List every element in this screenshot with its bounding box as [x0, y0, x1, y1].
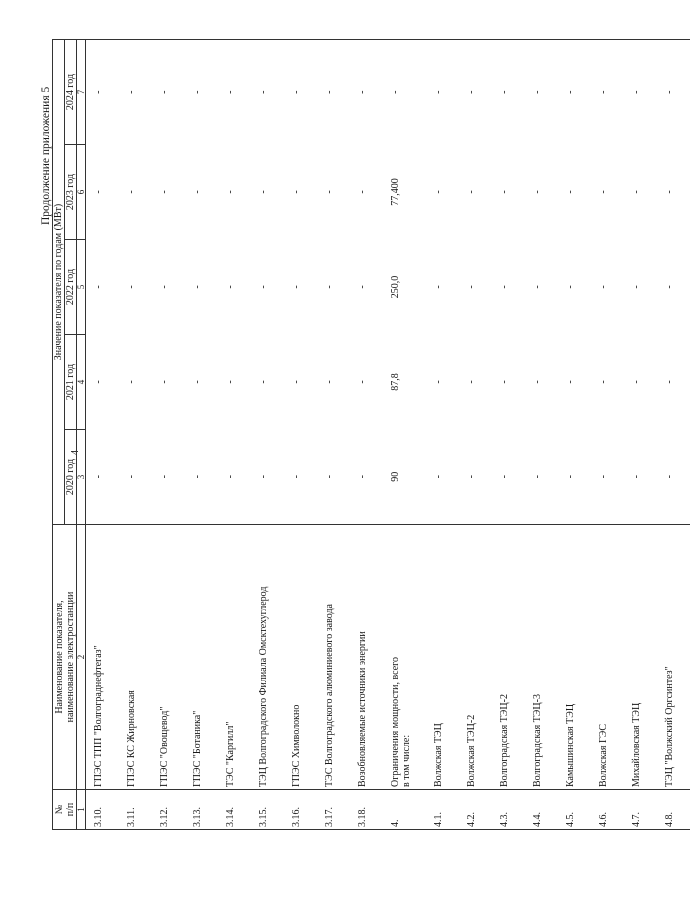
- row-name-line: ТЭС "Каргилл": [225, 721, 236, 787]
- row-value: -: [291, 380, 302, 384]
- table-row: [426, 40, 459, 830]
- row-name: [558, 525, 591, 790]
- row-name-line: ТЭЦ "Волжский Оргсинтез": [664, 666, 675, 787]
- table-row: [383, 40, 426, 830]
- row-name-line: Ограничения мощности, всего: [390, 656, 401, 787]
- row-number: 4.1.: [426, 790, 459, 830]
- row-name-line: ТЭС Волгоградского алюминиевого завода: [324, 604, 335, 787]
- column-number-row: [77, 40, 86, 830]
- row-value: -: [664, 475, 675, 479]
- row-name: [383, 525, 426, 790]
- row-value: -: [499, 190, 510, 194]
- table-row: [119, 40, 152, 830]
- table-row: [284, 40, 317, 830]
- row-value: -: [591, 40, 624, 145]
- column-number: 4: [77, 335, 86, 430]
- row-value: -: [631, 190, 642, 194]
- row-name-line: ГПЭС Химволокно: [291, 704, 302, 787]
- row-name-line: ГПЭС ТПП "Волгограднефтегаз": [93, 645, 104, 787]
- row-value: 90: [390, 471, 401, 482]
- row-value: -: [565, 190, 576, 194]
- row-value: -: [284, 40, 317, 145]
- row-name-line: ГПЭС "Овощевод": [159, 706, 170, 787]
- row-value: -: [93, 475, 104, 479]
- row-name: [86, 525, 120, 790]
- row-value: -: [664, 285, 675, 289]
- table-row: [525, 40, 558, 830]
- column-number: 1: [77, 790, 86, 830]
- row-value: -: [466, 380, 477, 384]
- table-row: [152, 40, 185, 830]
- row-value: -: [350, 40, 383, 145]
- row-name: [591, 525, 624, 790]
- row-name-line: в том числе:: [401, 734, 412, 787]
- row-value: -: [433, 380, 444, 384]
- row-value: -: [225, 475, 236, 479]
- row-name-line: ГПЭС "Ботаника": [192, 710, 203, 787]
- row-value: -: [357, 380, 368, 384]
- table-row: [218, 40, 251, 830]
- row-name-line: Волжская ТЭЦ-2: [466, 714, 477, 787]
- row-value: -: [317, 40, 350, 145]
- row-name-line: Камышинская ТЭЦ: [565, 703, 576, 787]
- row-name: [657, 525, 690, 790]
- header-line: №: [53, 804, 65, 815]
- header-year: 2024 год: [65, 40, 77, 145]
- table-row: [185, 40, 218, 830]
- row-value: -: [192, 475, 203, 479]
- row-value: -: [185, 40, 218, 145]
- row-value: -: [565, 285, 576, 289]
- header-number: [53, 790, 77, 830]
- row-name: [284, 525, 317, 790]
- row-name: [218, 525, 251, 790]
- row-value: -: [532, 380, 543, 384]
- header-values-group: Значение показателя по годам (МВт): [53, 40, 65, 525]
- header-year: 2023 год: [65, 145, 77, 240]
- table-row: [86, 40, 120, 830]
- row-value: -: [258, 190, 269, 194]
- row-name-line: Возобновляемые источники энергии: [357, 631, 368, 787]
- row-value: -: [357, 475, 368, 479]
- row-number: 3.12.: [152, 790, 185, 830]
- row-value: 87,8: [390, 373, 401, 391]
- column-number: 2: [77, 525, 86, 790]
- row-value: -: [324, 380, 335, 384]
- row-value: -: [93, 380, 104, 384]
- row-number: 3.16.: [284, 790, 317, 830]
- row-value: -: [152, 40, 185, 145]
- row-number: 4.5.: [558, 790, 591, 830]
- row-value: -: [357, 190, 368, 194]
- header-year: 2020 год: [65, 430, 77, 525]
- row-value: -: [532, 285, 543, 289]
- row-value: -: [251, 40, 284, 145]
- row-number: 3.10.: [86, 790, 120, 830]
- row-value: -: [291, 285, 302, 289]
- row-value: -: [119, 40, 152, 145]
- row-number: 4.6.: [591, 790, 624, 830]
- table-row: [492, 40, 525, 830]
- table-row: [459, 40, 492, 830]
- row-name: [492, 525, 525, 790]
- row-value: -: [565, 475, 576, 479]
- row-value: -: [433, 190, 444, 194]
- row-value: -: [225, 380, 236, 384]
- row-value: -: [126, 190, 137, 194]
- row-value: -: [225, 285, 236, 289]
- row-name-line: Волжская ГЭС: [598, 724, 609, 787]
- column-number: 6: [77, 145, 86, 240]
- row-value: -: [192, 285, 203, 289]
- row-name: [317, 525, 350, 790]
- table-row: [624, 40, 657, 830]
- row-name: [525, 525, 558, 790]
- row-number: 3.13.: [185, 790, 218, 830]
- row-name: [459, 525, 492, 790]
- row-value: -: [466, 475, 477, 479]
- row-value: -: [291, 190, 302, 194]
- table-row: [591, 40, 624, 830]
- row-value: -: [459, 40, 492, 145]
- row-value: -: [492, 40, 525, 145]
- table-row: [317, 40, 350, 830]
- header-name: [53, 525, 77, 790]
- row-number: 3.14.: [218, 790, 251, 830]
- row-value: -: [291, 475, 302, 479]
- row-value: -: [499, 285, 510, 289]
- row-value: -: [159, 380, 170, 384]
- row-value: -: [558, 40, 591, 145]
- row-name-line: Волгоградская ТЭЦ-3: [532, 694, 543, 787]
- row-value: -: [126, 475, 137, 479]
- table-row: [251, 40, 284, 830]
- header-year: 2021 год: [65, 335, 77, 430]
- row-value: -: [631, 475, 642, 479]
- row-value: -: [159, 475, 170, 479]
- row-value: -: [631, 285, 642, 289]
- row-value: -: [86, 40, 120, 145]
- row-name: [350, 525, 383, 790]
- column-number: 3: [77, 430, 86, 525]
- row-number: 4.8.: [657, 790, 690, 830]
- row-value: -: [525, 40, 558, 145]
- row-value: -: [499, 475, 510, 479]
- row-value: -: [324, 190, 335, 194]
- row-value: -: [664, 190, 675, 194]
- row-number: 3.18.: [350, 790, 383, 830]
- row-value: -: [93, 285, 104, 289]
- row-value: -: [565, 380, 576, 384]
- row-value: -: [433, 285, 444, 289]
- row-value: -: [159, 285, 170, 289]
- row-value: -: [93, 190, 104, 194]
- row-name-line: Волжская ТЭЦ: [433, 723, 444, 787]
- row-value: -: [192, 380, 203, 384]
- row-value: -: [218, 40, 251, 145]
- row-value: -: [426, 40, 459, 145]
- table-header: [53, 40, 86, 830]
- row-name: [185, 525, 218, 790]
- row-number: 3.11.: [119, 790, 152, 830]
- row-value: -: [433, 475, 444, 479]
- row-number: 4.4.: [525, 790, 558, 830]
- row-value: -: [324, 475, 335, 479]
- page-number: 4: [70, 450, 81, 455]
- table-row: [558, 40, 591, 830]
- header-line: наименование электростанции: [64, 591, 76, 723]
- row-number: 4.3.: [492, 790, 525, 830]
- row-value: 77,400: [390, 178, 401, 206]
- row-value: -: [258, 285, 269, 289]
- column-number: 7: [77, 40, 86, 145]
- row-value: -: [258, 380, 269, 384]
- row-value: -: [598, 285, 609, 289]
- row-number: 4.2.: [459, 790, 492, 830]
- row-value: -: [159, 190, 170, 194]
- table-body: [86, 40, 690, 830]
- row-value: -: [324, 285, 335, 289]
- row-value: 250,0: [390, 275, 401, 299]
- continuation-caption: Продолжение приложения 5: [40, 86, 52, 225]
- row-name-line: ТЭЦ Волгоградского Филиала Омсктехуглерод: [258, 586, 269, 787]
- row-value: -: [532, 190, 543, 194]
- row-name: [251, 525, 284, 790]
- row-value: -: [192, 190, 203, 194]
- table-row: [657, 40, 690, 830]
- indicator-table: [52, 39, 690, 830]
- header-line: Наименование показателя,: [53, 600, 65, 714]
- row-name: [624, 525, 657, 790]
- row-value: -: [466, 190, 477, 194]
- row-value: -: [383, 40, 426, 145]
- row-value: -: [598, 380, 609, 384]
- row-number: 3.15.: [251, 790, 284, 830]
- row-number: 4.7.: [624, 790, 657, 830]
- table-row: [350, 40, 383, 830]
- row-value: -: [466, 285, 477, 289]
- row-value: -: [631, 380, 642, 384]
- row-value: -: [657, 40, 690, 145]
- row-value: -: [598, 190, 609, 194]
- row-name: [426, 525, 459, 790]
- row-name: [152, 525, 185, 790]
- row-value: -: [357, 285, 368, 289]
- row-name-line: Волгоградская ТЭЦ-2: [499, 694, 510, 787]
- row-value: -: [598, 475, 609, 479]
- row-value: -: [532, 475, 543, 479]
- row-number: 3.17.: [317, 790, 350, 830]
- row-value: -: [624, 40, 657, 145]
- row-number: 4.: [383, 790, 426, 830]
- row-value: -: [664, 380, 675, 384]
- row-value: -: [126, 380, 137, 384]
- row-value: -: [258, 475, 269, 479]
- header-line: п/п: [64, 802, 76, 817]
- row-value: -: [225, 190, 236, 194]
- row-name-line: ГПЭС КС Жирновская: [126, 690, 137, 787]
- row-value: -: [499, 380, 510, 384]
- row-value: -: [126, 285, 137, 289]
- row-name: [119, 525, 152, 790]
- header-year: 2022 год: [65, 240, 77, 335]
- row-name-line: Михайловская ТЭЦ: [631, 702, 642, 787]
- column-number: 5: [77, 240, 86, 335]
